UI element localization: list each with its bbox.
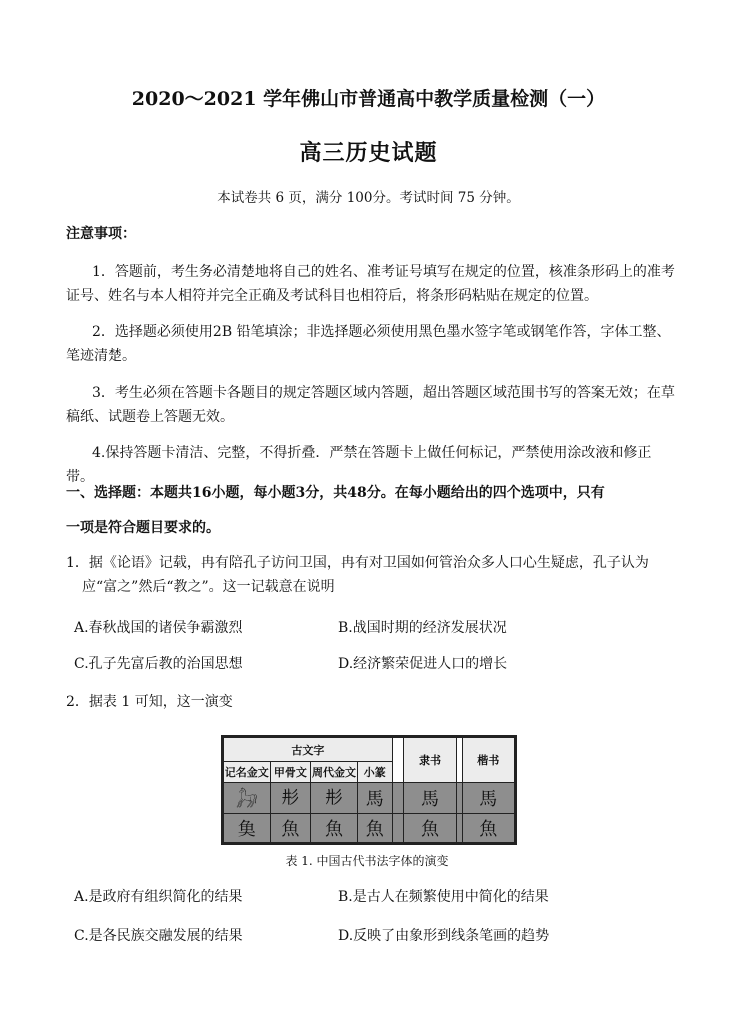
table-cell: 魚 [311, 813, 358, 842]
table-cell: 魚 [404, 813, 456, 842]
q2-option-b[interactable]: B.是古人在频繁使用中简化的结果 [338, 889, 549, 905]
q2-option-a[interactable]: A.是政府有组织简化的结果 [74, 889, 243, 905]
section-heading-line1: 一、选择题：本题共16小题，每小题3分，共48分。在每小题给出的四个选项中，只有 [66, 485, 605, 501]
section-heading-line2: 一项是符合题目要求的。 [66, 520, 220, 536]
q1-option-d[interactable]: D.经济繁荣促进人口的增长 [338, 656, 508, 672]
exam-info: 本试卷共 6 页，满分 100分。考试时间 75 分钟。 [217, 190, 520, 206]
exam-title: 2020～2021 学年佛山市普通高中教学质量检测（一） [131, 88, 606, 110]
table-col-kaishu: 楷书 [462, 738, 514, 783]
notice-item-1: 1．答题前，考生务必清楚地将自己的姓名、准考证号填写在规定的位置，核准条形码上的准考证号、姓名与本人相符并完全正确及考试科目也相符后，将条形码粘贴在规定的位置。 [66, 264, 675, 304]
notice-item-3: 3．考生必须在答题卡各题目的规定答题区域内答题，超出答题区域范围书写的答案无效；在草稿纸、试题卷上答题无效。 [66, 385, 675, 425]
q1-option-c[interactable]: C.孔子先富后教的治国思想 [74, 656, 243, 672]
table-col-zhoudai-jinwen: 周代金文 [311, 762, 358, 783]
question-2-stem: 2．据表 1 可知，这一演变 [66, 694, 233, 710]
notice-heading: 注意事项： [66, 226, 136, 242]
q2-option-d[interactable]: D.反映了由象形到线条笔画的趋势 [338, 928, 550, 944]
table-cell: 馬 [357, 782, 392, 813]
q2-option-c[interactable]: C.是各民族交融发展的结果 [74, 928, 243, 944]
table-cell: 魚 [357, 813, 392, 842]
table-caption: 表 1. 中国古代书法字体的演变 [285, 854, 449, 868]
table-cell: 𓃗 [224, 782, 271, 813]
table-cell: 馬 [404, 782, 456, 813]
notice-item-4: 4.保持答题卡清洁、完整，不得折叠．严禁在答题卡上做任何标记，严禁使用涂改液和修正带。 [66, 445, 652, 485]
table-col-lishu: 隶书 [404, 738, 456, 783]
table-cell: 魚 [270, 813, 311, 842]
table-col-jiming-jinwen: 记名金文 [224, 762, 271, 783]
table-col-jiaguwen: 甲骨文 [270, 762, 311, 783]
table-cell: 𢒈 [270, 782, 311, 813]
table-cell: 𢒈 [311, 782, 358, 813]
table-cell: 𩵋 [224, 813, 271, 842]
notice-item-2: 2．选择题必须使用2B 铅笔填涂；非选择题必须使用黑色墨水签字笔或钢笔作答，字体工整、笔迹清楚。 [66, 324, 671, 364]
script-evolution-table [221, 735, 517, 845]
table-col-xiaozhuan: 小篆 [357, 762, 392, 783]
exam-subtitle: 高三历史试题 [299, 140, 438, 166]
table-cell: 馬 [462, 782, 514, 813]
table-group-header: 古文字 [224, 738, 393, 762]
question-1-stem: 1．据《论语》记载，冉有陪孔子访问卫国，冉有对卫国如何管治众多人口心生疑虑，孔子认为应“富之”然后“教之”。这一记载意在说明 [66, 555, 649, 595]
q1-option-a[interactable]: A.春秋战国的诸侯争霸激烈 [74, 620, 243, 636]
table-cell: 魚 [462, 813, 514, 842]
q1-option-b[interactable]: B.战国时期的经济发展状况 [338, 620, 507, 636]
